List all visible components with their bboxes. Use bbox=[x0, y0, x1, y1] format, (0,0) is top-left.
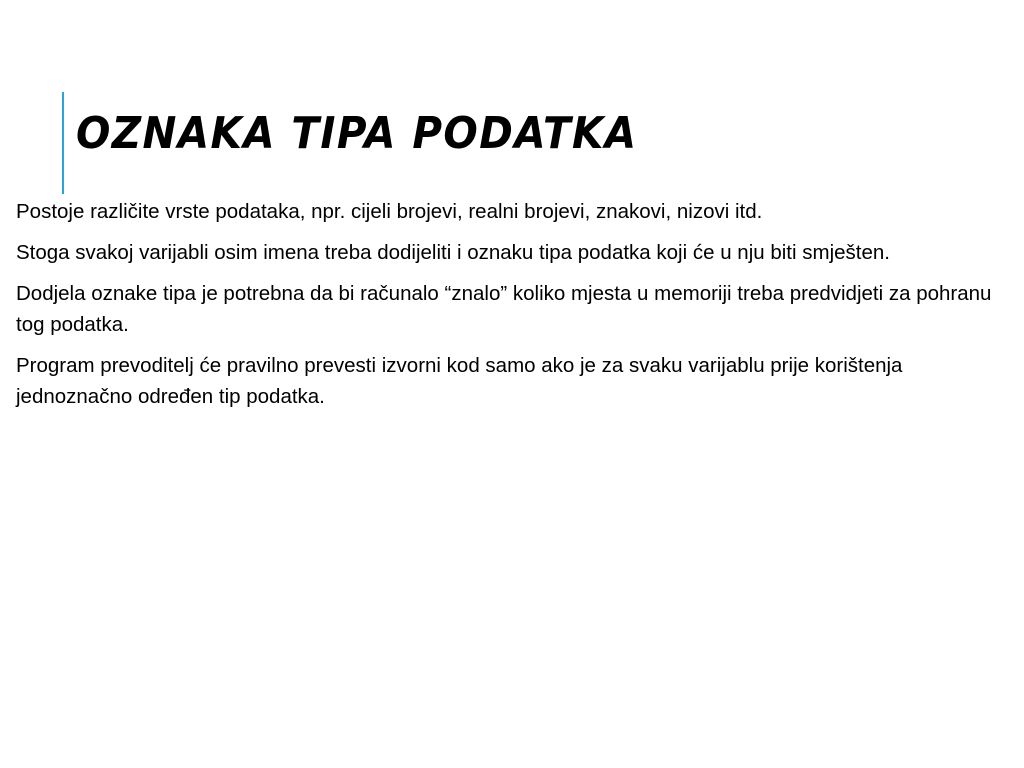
slide-body bbox=[16, 196, 1022, 422]
title-accent-bar bbox=[62, 92, 64, 194]
body-paragraph: Stoga svakoj varijabli osim imena treba dodijeliti i oznaku tipa podatka koji će u nju biti smješten. bbox=[16, 241, 890, 264]
body-paragraph: Postoje različite vrste podataka, npr. cijeli brojevi, realni brojevi, znakovi, nizovi itd. bbox=[16, 200, 763, 223]
body-paragraph: Program prevoditelj će pravilno prevesti izvorni kod samo ako je za svaku varijablu prije korištenja jednoznačno određen tip podatka. bbox=[16, 354, 903, 408]
slide-title: OZNAKA TIPA PODATKA bbox=[76, 108, 638, 159]
body-paragraph: Dodjela oznake tipa je potrebna da bi računalo “znalo” koliko mjesta u memoriji treba predvidjeti za pohranu tog podatka. bbox=[16, 282, 992, 336]
